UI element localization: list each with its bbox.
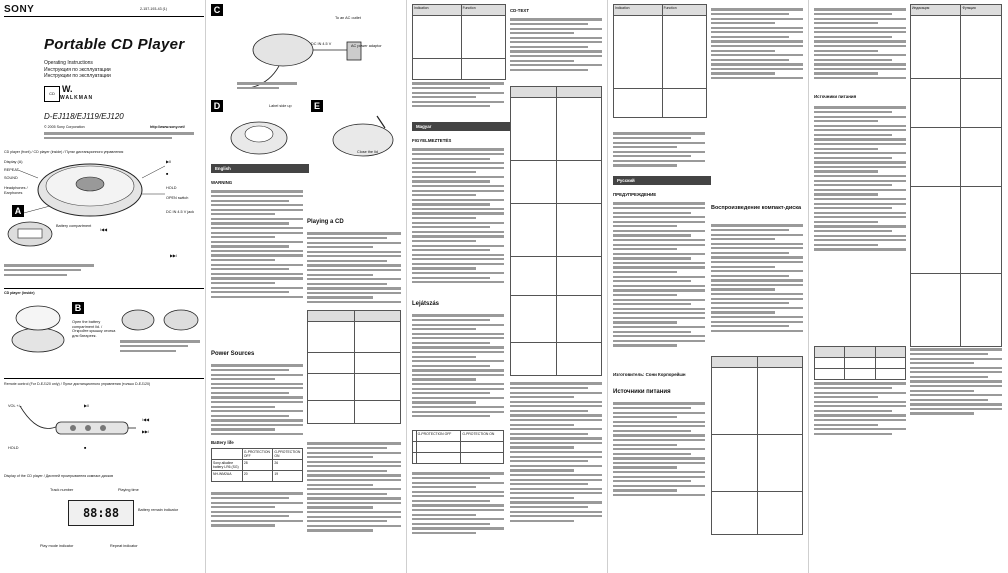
cd-open-illustration — [8, 300, 68, 354]
rule-remote — [4, 378, 204, 379]
label-side-up: Label side up — [269, 104, 292, 108]
warning-text-hu — [412, 146, 504, 286]
table-header-cell: G-PROTECTION OFF — [242, 449, 272, 460]
callout-stop: ■ — [166, 172, 169, 176]
battery-table-ru — [814, 346, 906, 380]
rule-top — [4, 16, 204, 17]
url: http://www.sony.net/ — [150, 125, 185, 129]
display-label-playmode: Play mode indicator — [40, 544, 74, 548]
callout-dc-in: DC IN 4.5 V jack — [166, 210, 195, 214]
language-tab-english: English — [211, 164, 309, 173]
function-table-2 — [510, 86, 602, 376]
table-cell: 20 — [242, 471, 272, 482]
col5-text-b — [814, 104, 906, 253]
callout-play: ▶II — [166, 160, 172, 164]
remote-prev: I◀◀ — [142, 418, 149, 422]
display-label-repeat: Repeat indicator — [110, 544, 138, 548]
model-number: D-EJ118/EJ119/EJ120 — [44, 112, 124, 121]
col5-text-c — [814, 380, 906, 437]
table-header-cell: Function — [461, 5, 505, 16]
table-cell: Sony alkaline battery LR6 (SG) — [212, 460, 243, 471]
section-title-ru: Воспроизведение компакт-диска — [711, 205, 802, 211]
table-header-cell: G-PROTECTION ON — [273, 449, 303, 460]
warning-title: WARNING — [211, 180, 233, 185]
english-column — [207, 0, 405, 573]
cover-column — [0, 0, 205, 573]
copyright: © 2005 Sony Corporation — [44, 125, 85, 129]
callout-open-switch: OPEN switch — [166, 196, 189, 200]
fold-line — [808, 0, 809, 573]
table-cell: 19 — [273, 471, 303, 482]
battery-compartment-illustration — [6, 218, 54, 248]
table-cell: NH-WM2AA — [212, 471, 243, 482]
fold-line — [205, 0, 206, 573]
power-title-ru: Источники питания — [613, 389, 671, 395]
col3-right-text — [510, 16, 602, 73]
subtitle-block — [44, 60, 111, 80]
callout-repeat: REPEAT — [4, 168, 19, 172]
function-table-ru-2 — [910, 4, 1002, 347]
callout-sound: SOUND — [4, 176, 18, 180]
display-label-track: Track number — [50, 488, 74, 492]
table-header-cell: Функция — [961, 5, 1002, 16]
manufacturer: Изготовитель: Сони Корпорейшн — [613, 372, 686, 377]
brand-logo: SONY — [4, 4, 35, 15]
col3-text-b — [412, 470, 504, 536]
remote-control-illustration — [18, 396, 138, 456]
section-playing-cd: Playing a CD — [307, 219, 344, 225]
panel-b-notes — [120, 338, 200, 354]
remote-hold: HOLD — [8, 446, 19, 450]
cd-text-section: CD-TEXT — [510, 8, 530, 13]
lcd-display — [68, 500, 134, 526]
panel-label-d: D — [211, 100, 223, 112]
table-header-cell: G-PROTECTION OFF — [416, 431, 461, 442]
panel-label-c: C — [211, 4, 223, 16]
battery-table-hu — [412, 430, 504, 464]
play-text-hu — [412, 312, 504, 420]
ac-outlet-label: To an AC outlet — [335, 16, 361, 20]
walkman-logo-icon: W. — [62, 84, 73, 94]
col4-text-a — [613, 130, 705, 169]
col5-text-a — [814, 6, 906, 82]
play-mode-table — [307, 310, 401, 424]
cover-notes — [4, 262, 94, 278]
russian-column — [609, 0, 807, 573]
power-title-ru-2: Источники питания — [814, 94, 857, 99]
remote-next: ▶▶I — [142, 430, 149, 434]
table-header-cell: Indication — [413, 5, 462, 16]
subtitle-line: Operating Instructions — [44, 60, 93, 66]
language-tab-magyar: Magyar — [412, 122, 510, 131]
power-text — [211, 362, 303, 438]
fold-line — [607, 0, 608, 573]
russian-column-2 — [810, 0, 1006, 573]
play-mode-table-ru — [711, 356, 803, 535]
power-text-ru — [613, 400, 705, 499]
section-play-hu: Lejátszás — [412, 301, 440, 307]
battery-life-table — [211, 448, 303, 482]
display-label-battery: Battery remain indicator — [138, 508, 179, 512]
panel-label-e: E — [311, 100, 323, 112]
close-lid-label: Close the lid — [357, 150, 378, 154]
fold-line — [406, 0, 407, 573]
function-table-1 — [412, 4, 506, 80]
table-cell: 28 — [242, 460, 272, 471]
col3-text-a — [412, 80, 504, 110]
walkman-logo-text: WALKMAN — [60, 95, 94, 101]
dc-in-label: DC IN 4.5 V — [311, 42, 332, 46]
remote-caption: Remote control (For D-EJ120 only) / Пульт дистанционного управления (только D-EJ120) — [4, 382, 151, 386]
rule-mid — [4, 288, 204, 289]
hungarian-column — [408, 0, 606, 573]
subtitle-line: Инструкции по эксплуатации — [44, 73, 111, 79]
callout-headphones: Headphones / Earphones — [4, 186, 28, 195]
insert-cd-illustration — [225, 108, 295, 162]
function-table-ru — [613, 4, 707, 118]
panel-label-a: A — [12, 205, 24, 217]
remote-vol: VOL +/– — [8, 404, 22, 408]
warning-title-ru: ПРЕДУПРЕЖДЕНИЕ — [613, 192, 657, 197]
callout-prev: I◀◀ — [100, 228, 107, 232]
product-title: Portable CD Player — [44, 36, 185, 53]
warning-text-ru — [613, 200, 705, 349]
part-number: 2-157-193-43 (1) — [140, 7, 167, 11]
table-cell: 26 — [273, 460, 303, 471]
playing-text — [307, 230, 401, 306]
battery-insert-illustration — [120, 306, 156, 334]
battery-notes — [211, 490, 303, 529]
warning-title-hu: FIGYELMEZTETÉS — [412, 138, 452, 143]
col5-right-text — [910, 346, 1002, 417]
display-label-time: Playing time — [118, 488, 139, 492]
panel-b-text: Open the battery compartment lid. / Откройте крышку отсека для батареек. — [72, 320, 116, 338]
callout-battery: Battery compartment — [56, 224, 92, 228]
table-header-cell — [212, 449, 243, 460]
col3-right-text-b — [510, 380, 602, 524]
table-header-cell: Indication — [614, 5, 663, 16]
remote-stop: ■ — [84, 446, 87, 450]
battery-close-illustration — [162, 306, 200, 334]
callout-display: Display (A) — [4, 160, 23, 164]
inside-caption: CD player (inside) — [4, 291, 35, 295]
callout-hold: HOLD — [166, 186, 177, 190]
cd-logo-icon: CD — [44, 86, 60, 102]
battery-life-title: Battery life — [211, 440, 234, 445]
play-text-ru — [711, 222, 803, 334]
c-notes — [237, 80, 297, 92]
col4-right-text-a — [711, 6, 803, 82]
warning-text — [211, 188, 303, 300]
table-header-cell: G-PROTECTION ON — [461, 431, 504, 442]
table-header-cell: Индикация — [911, 5, 961, 16]
language-tab-russian: Русский — [613, 176, 711, 185]
ac-adaptor-label: AC power adaptor — [351, 44, 382, 48]
display-caption: Display of the CD player / Дисплей проигрывателя компакт-дисков — [4, 474, 114, 478]
intro-text-lines — [44, 130, 194, 142]
panel-label-b: B — [72, 302, 84, 314]
subtitle-line: Инструкция по эксплуатации — [44, 66, 111, 73]
remote-play: ▶II — [84, 404, 90, 408]
lcd-digits: 88:88 — [82, 506, 120, 520]
section-power-sources: Power Sources — [211, 351, 255, 357]
parts-caption: CD player (front) / CD player (inside) / Пульт дистанционного управления — [4, 150, 124, 154]
callout-next: ▶▶I — [170, 254, 177, 258]
features-text — [307, 440, 401, 534]
table-header-cell: Function — [662, 5, 706, 16]
